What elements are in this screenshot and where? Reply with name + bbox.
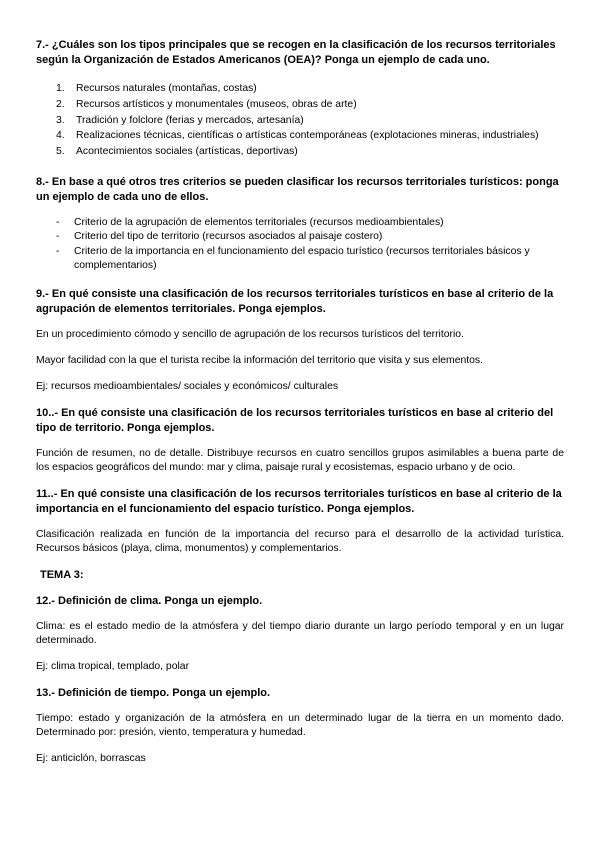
document-page (36, 38, 564, 766)
question-9-answer-1: En un procedimiento cómodo y sencillo de agrupación de los recursos turísticos del territorio. (36, 328, 464, 340)
question-12-example: Ej: clima tropical, templado, polar (36, 660, 190, 672)
list-item: 4. Realizaciones técnicas, científicas o artísticas contemporáneas (explotaciones mineras, industriales) (56, 130, 539, 142)
list-item: - Criterio del tipo de territorio (recursos asociados al paisaje costero) (56, 231, 383, 243)
question-10-title: 10..- En qué consiste una clasificación de los recursos territoriales turísticos en base al criterio del tipo de territorio. Ponga ejemplos. (36, 406, 554, 434)
question-13-example: Ej: anticiclón, borrascas (36, 752, 146, 764)
list-item: - Criterio de la importancia en el funcionamiento del espacio turístico (recursos territoriales básicos y complementarios) (56, 245, 530, 272)
question-13-answer: Tiempo: estado y organización de la atmósfera en un determinado lugar de la tierra en un momento dado. Determinado por: presión, viento, temperatura y humedad. (36, 712, 564, 738)
section-heading: TEMA 3: (40, 568, 84, 581)
question-12-title: 12.- Definición de clima. Ponga un ejemplo. (36, 594, 263, 607)
list-item: 1. Recursos naturales (montañas, costas) (56, 83, 257, 94)
question-8-list (36, 216, 564, 274)
list-item: - Criterio de la agrupación de elementos territoriales (recursos medioambientales) (56, 216, 444, 228)
question-11-answer: Clasificación realizada en función de la importancia del recurso para el desarrollo de la actividad turística. Recursos básicos (playa, clima, monumentos) y complementarios. (36, 528, 564, 554)
question-9-answer-3: Ej: recursos medioambientales/ sociales y económicos/ culturales (36, 380, 339, 392)
question-7-title: 7.- ¿Cuáles son los tipos principales que se recogen en la clasificación de los recursos territoriales según la Organización de Estados Americanos (OEA)? Ponga un ejemplo de cada uno. (36, 39, 556, 66)
question-13-title: 13.- Definición de tiempo. Ponga un ejemplo. (36, 686, 271, 699)
list-item: 3. Tradición y folclore (ferias y mercados, artesanía) (56, 114, 304, 126)
question-10-answer: Función de resumen, no de detalle. Distribuye recursos en cuatro sencillos grupos asimilables a buena parte de los espacios geográficos del mundo: mar y clima, paisaje rural y ecosistemas, espacio urbano y de ocio. (36, 447, 564, 473)
question-12-answer: Clima: es el estado medio de la atmósfera y del tiempo diario durante un largo período temporal y en un lugar determinado. (36, 620, 564, 646)
list-item: 5. Acontecimientos sociales (artísticas, deportivas) (56, 146, 298, 158)
question-9-title: 9.- En qué consiste una clasificación de los recursos territoriales turísticos en base al criterio de la agrupación de elementos territoriales. Ponga ejemplos. (36, 287, 554, 315)
list-item: 2. Recursos artísticos y monumentales (museos, obras de arte) (56, 98, 357, 110)
question-7-list (36, 81, 564, 160)
question-8-title: 8.- En base a qué otros tres criterios se pueden clasificar los recursos territoriales turísticos: ponga un ejemplo de cada uno de ellos. (36, 175, 559, 203)
question-9-answer-2: Mayor facilidad con la que el turista recibe la información del territorio que visita y sus elementos. (36, 354, 484, 366)
question-11-title: 11..- En qué consiste una clasificación de los recursos territoriales turísticos en base al criterio de la importancia en el funcionamiento del espacio turístico. Ponga ejemplos. (36, 487, 562, 515)
